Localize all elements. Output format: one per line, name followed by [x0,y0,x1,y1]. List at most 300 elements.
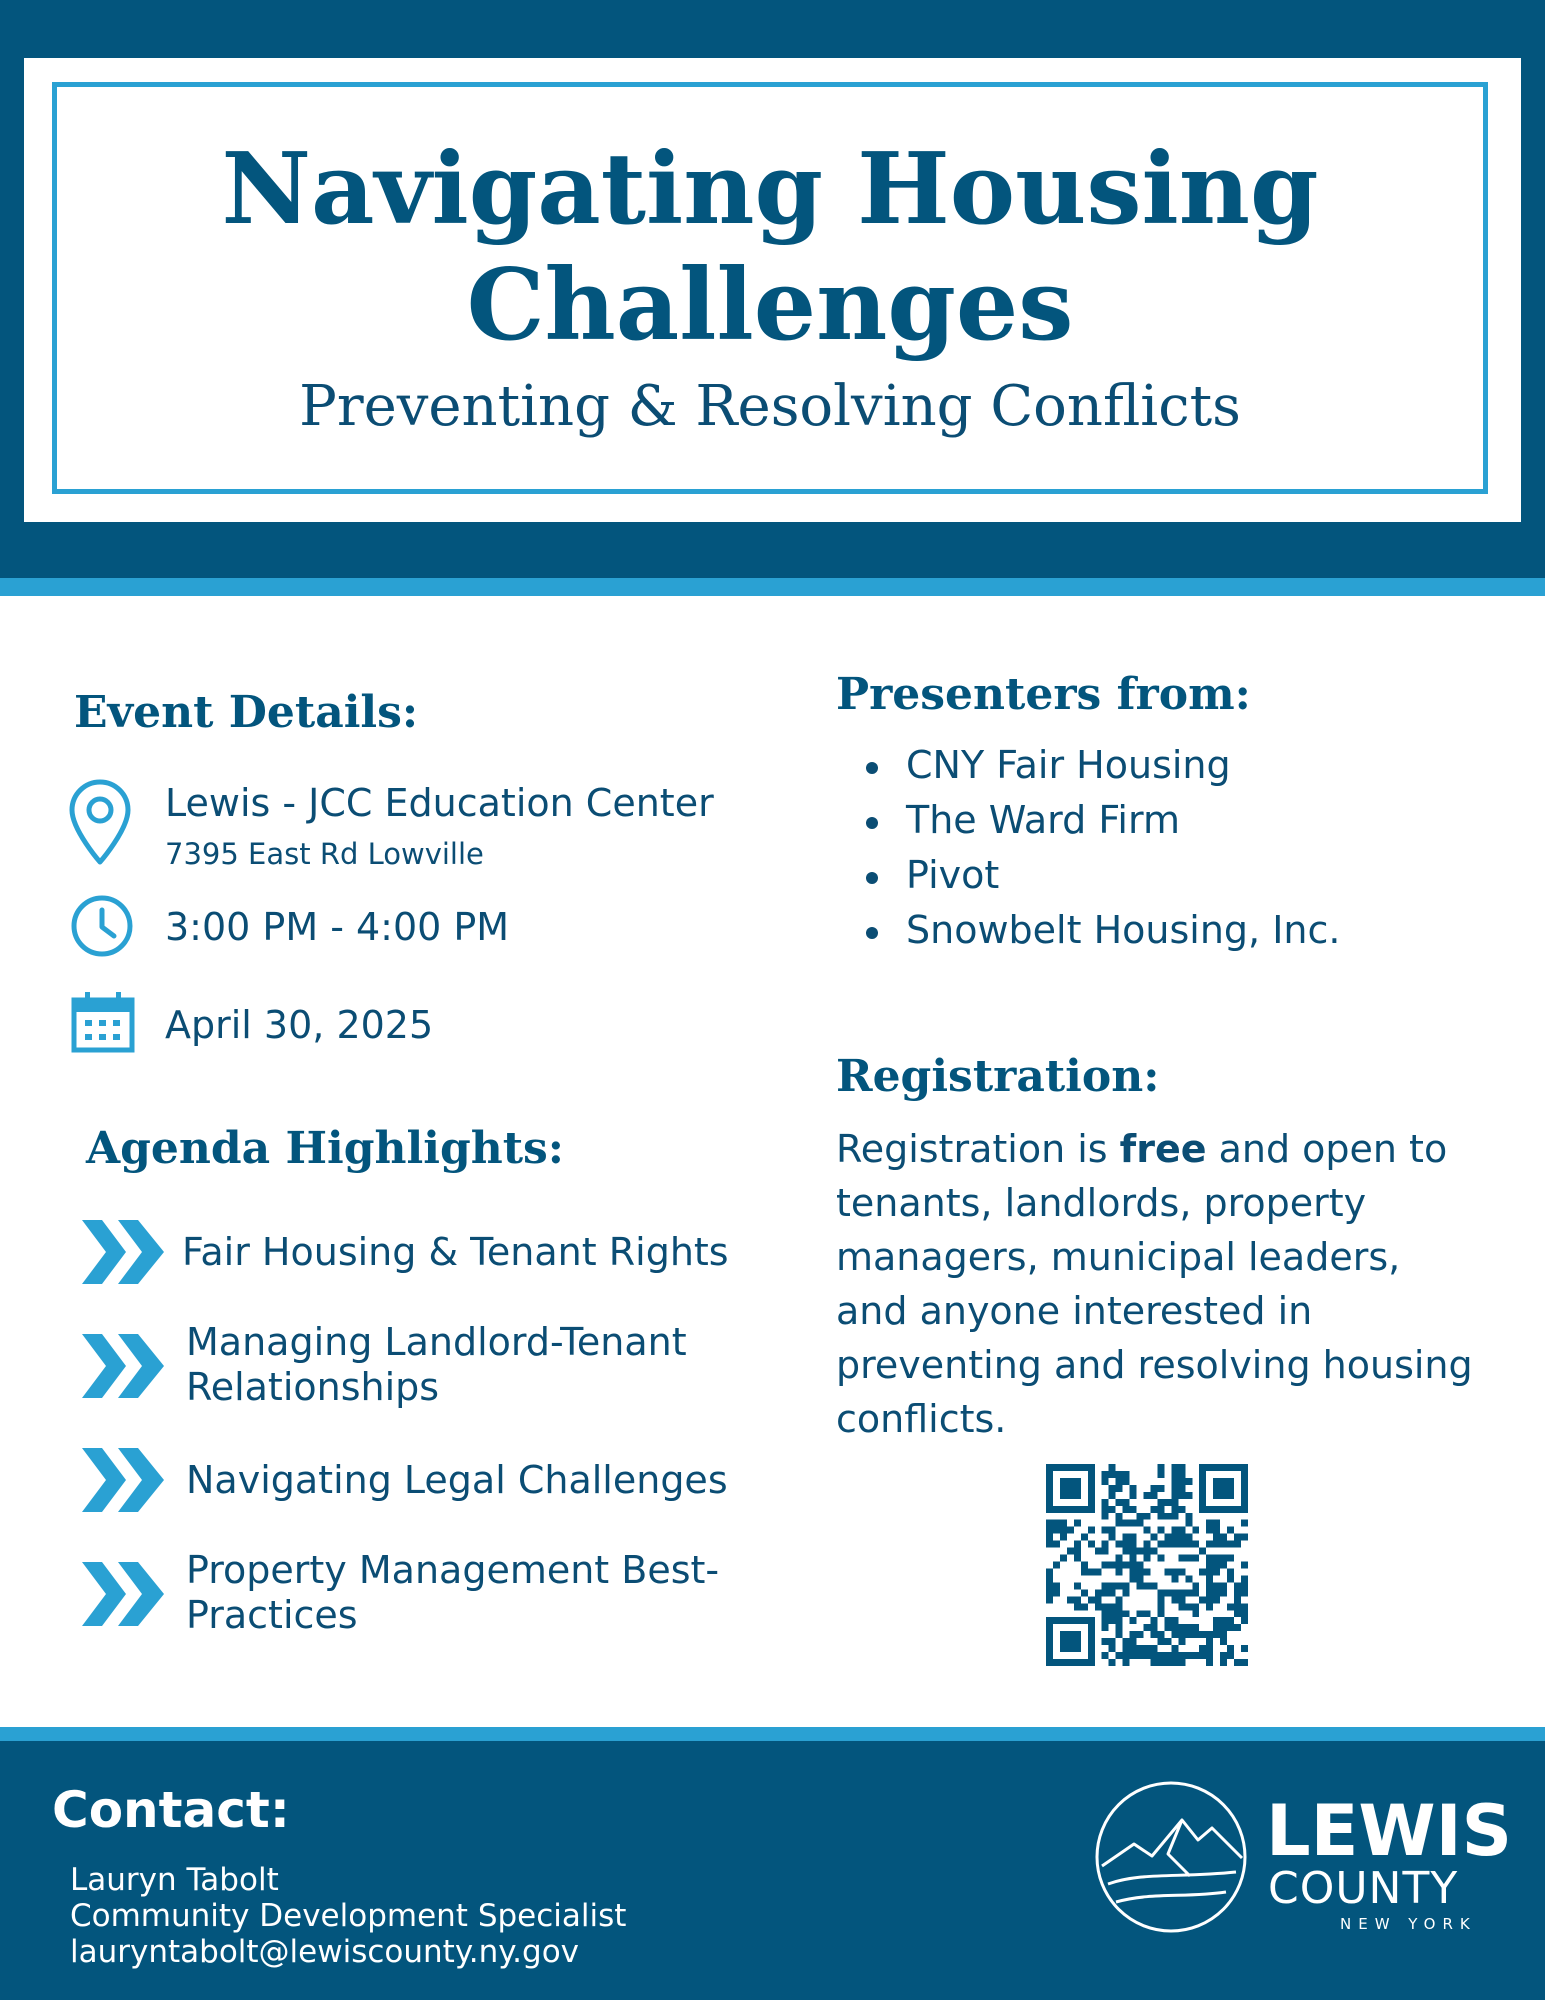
contact-email[interactable]: lauryntabolt@lewiscounty.ny.gov [70,1934,580,1970]
qr-module [1192,1527,1199,1534]
qr-module [1199,1548,1206,1555]
qr-module [1150,1645,1157,1652]
qr-module [1130,1492,1137,1499]
qr-module [1213,1582,1220,1589]
qr-module [1109,1589,1116,1596]
qr-module [1137,1568,1144,1575]
qr-module [1067,1645,1074,1652]
qr-module [1234,1610,1241,1617]
qr-module [1178,1464,1185,1471]
qr-module [1116,1478,1123,1485]
qr-module [1234,1464,1241,1471]
qr-module [1137,1652,1144,1659]
qr-module [1199,1492,1206,1499]
qr-module [1123,1589,1130,1596]
qr-module [1102,1513,1109,1520]
qr-module [1150,1548,1157,1555]
qr-module [1150,1534,1157,1541]
qr-module [1171,1596,1178,1603]
qr-module [1185,1624,1192,1631]
qr-module [1213,1562,1220,1569]
qr-module [1088,1506,1095,1513]
qr-module [1109,1464,1116,1471]
qr-module [1157,1659,1164,1666]
qr-module [1053,1520,1060,1527]
qr-module [1241,1485,1248,1492]
qr-module [1081,1534,1088,1541]
qr-module [1220,1638,1227,1645]
qr-module [1074,1506,1081,1513]
qr-module [1144,1492,1151,1499]
qr-module [1060,1659,1067,1666]
qr-module [1150,1631,1157,1638]
qr-module [1185,1541,1192,1548]
qr-module [1157,1652,1164,1659]
qr-module [1227,1464,1234,1471]
qr-module [1178,1555,1185,1562]
qr-module [1130,1520,1137,1527]
qr-module [1185,1652,1192,1659]
qr-module [1109,1471,1116,1478]
qr-module [1046,1485,1053,1492]
qr-module [1157,1603,1164,1610]
qr-module [1171,1541,1178,1548]
qr-module [1046,1492,1053,1499]
qr-module [1171,1513,1178,1520]
title-line-1: Navigating Housing [221,132,1319,247]
qr-module [1206,1589,1213,1596]
qr-module [1220,1478,1227,1485]
qr-module [1227,1568,1234,1575]
qr-module [1060,1492,1067,1499]
qr-module [1206,1638,1213,1645]
agenda-item-4: Property Management Best- Practices [186,1548,720,1637]
qr-module [1144,1541,1151,1548]
clock-icon [70,894,134,958]
footer-stripe [0,1727,1545,1741]
qr-module [1213,1589,1220,1596]
qr-module [1171,1568,1178,1575]
qr-module [1227,1603,1234,1610]
event-time: 3:00 PM - 4:00 PM [165,905,510,949]
qr-module [1109,1638,1116,1645]
qr-module [1199,1464,1206,1471]
qr-module [1157,1471,1164,1478]
qr-module [1234,1534,1241,1541]
qr-module [1220,1659,1227,1666]
qr-module [1241,1575,1248,1582]
qr-module [1102,1562,1109,1569]
qr-module [1178,1631,1185,1638]
qr-module [1067,1631,1074,1638]
qr-module [1206,1562,1213,1569]
qr-module [1241,1499,1248,1506]
qr-module [1234,1603,1241,1610]
qr-module [1220,1534,1227,1541]
qr-module [1178,1478,1185,1485]
qr-module [1185,1492,1192,1499]
list-item: The Ward Firm [858,793,1340,848]
qr-module [1206,1555,1213,1562]
qr-module [1074,1478,1081,1485]
qr-module [1185,1631,1192,1638]
qr-module [1074,1638,1081,1645]
qr-module [1067,1617,1074,1624]
title-line-2: Challenges [466,248,1074,363]
page-subtitle: Preventing & Resolving Conflicts [299,374,1241,439]
qr-module [1123,1478,1130,1485]
registration-emphasis: free [1119,1127,1207,1171]
qr-module [1102,1638,1109,1645]
qr-module [1074,1582,1081,1589]
qr-module [1150,1492,1157,1499]
qr-module [1088,1541,1095,1548]
qr-module [1220,1541,1227,1548]
qr-module [1060,1617,1067,1624]
qr-module [1220,1624,1227,1631]
qr-module [1109,1610,1116,1617]
qr-module [1088,1485,1095,1492]
qr-module [1088,1527,1095,1534]
qr-module [1157,1499,1164,1506]
qr-module [1171,1506,1178,1513]
qr-module [1046,1589,1053,1596]
qr-module [1102,1617,1109,1624]
qr-module [1164,1652,1171,1659]
qr-module [1130,1548,1137,1555]
qr-module [1192,1589,1199,1596]
qr-module [1206,1575,1213,1582]
qr-module [1213,1568,1220,1575]
qr-module [1095,1568,1102,1575]
qr-module [1206,1645,1213,1652]
qr-module [1220,1617,1227,1624]
event-date: April 30, 2025 [165,1003,434,1047]
qr-module [1220,1485,1227,1492]
qr-module [1241,1478,1248,1485]
qr-module [1192,1631,1199,1638]
qr-module [1046,1471,1053,1478]
qr-module [1074,1659,1081,1666]
qr-module [1088,1631,1095,1638]
qr-module [1227,1575,1234,1582]
qr-module [1116,1471,1123,1478]
qr-module [1137,1548,1144,1555]
qr-module [1157,1631,1164,1638]
qr-module [1116,1520,1123,1527]
qr-module [1178,1485,1185,1492]
qr-module [1241,1617,1248,1624]
qr-module [1213,1541,1220,1548]
logo-word-new-york: NEW YORK [1340,1915,1477,1933]
qr-module [1213,1631,1220,1638]
qr-module [1150,1506,1157,1513]
qr-module [1241,1645,1248,1652]
qr-module [1046,1624,1053,1631]
qr-module [1199,1471,1206,1478]
qr-module [1171,1659,1178,1666]
qr-module [1088,1596,1095,1603]
qr-module [1130,1575,1137,1582]
qr-module [1116,1513,1123,1520]
qr-module [1178,1527,1185,1534]
qr-module [1171,1527,1178,1534]
qr-module [1095,1548,1102,1555]
qr-module [1067,1492,1074,1499]
qr-module [1116,1624,1123,1631]
qr-module [1123,1582,1130,1589]
qr-module [1116,1582,1123,1589]
qr-module [1109,1603,1116,1610]
qr-module [1088,1492,1095,1499]
qr-module [1095,1589,1102,1596]
qr-module [1053,1464,1060,1471]
qr-module [1123,1659,1130,1666]
qr-module [1095,1603,1102,1610]
list-item: Pivot [858,848,1340,903]
qr-module [1213,1534,1220,1541]
qr-module [1046,1541,1053,1548]
qr-module [1213,1464,1220,1471]
qr-module [1157,1541,1164,1548]
qr-module [1164,1534,1171,1541]
qr-module [1046,1582,1053,1589]
qr-module [1116,1568,1123,1575]
qr-module [1123,1471,1130,1478]
venue-name: Lewis - JCC Education Center [165,781,714,825]
qr-module [1171,1492,1178,1499]
qr-module [1116,1541,1123,1548]
qr-module [1220,1506,1227,1513]
qr-module [1074,1555,1081,1562]
qr-module [1150,1617,1157,1624]
qr-module [1157,1527,1164,1534]
qr-module [1144,1527,1151,1534]
qr-module [1137,1645,1144,1652]
qr-module [1088,1659,1095,1666]
qr-module [1123,1520,1130,1527]
qr-module [1178,1603,1185,1610]
qr-module [1116,1499,1123,1506]
qr-module [1199,1631,1206,1638]
qr-module [1206,1582,1213,1589]
qr-module [1130,1631,1137,1638]
qr-module [1109,1534,1116,1541]
qr-module [1074,1617,1081,1624]
qr-module [1213,1478,1220,1485]
qr-module [1088,1652,1095,1659]
qr-module [1185,1603,1192,1610]
qr-module [1178,1534,1185,1541]
qr-module [1234,1624,1241,1631]
qr-module [1227,1478,1234,1485]
qr-module [1171,1617,1178,1624]
qr-code-icon[interactable] [1046,1464,1248,1666]
qr-module [1227,1652,1234,1659]
qr-module [1164,1499,1171,1506]
qr-module [1171,1471,1178,1478]
list-item: Snowbelt Housing, Inc. [858,903,1340,958]
qr-module [1081,1603,1088,1610]
qr-module [1178,1589,1185,1596]
qr-module [1241,1603,1248,1610]
presenters-heading: Presenters from: [836,669,1251,720]
qr-module [1074,1603,1081,1610]
qr-module [1102,1527,1109,1534]
qr-module [1220,1492,1227,1499]
qr-module [1088,1624,1095,1631]
qr-module [1164,1624,1171,1631]
qr-module [1171,1464,1178,1471]
qr-module [1227,1541,1234,1548]
qr-module [1227,1555,1234,1562]
qr-module [1081,1617,1088,1624]
qr-module [1178,1568,1185,1575]
qr-module [1046,1464,1053,1471]
qr-module [1164,1568,1171,1575]
qr-module [1144,1624,1151,1631]
chevrons-right-icon [80,1446,166,1514]
qr-module [1046,1499,1053,1506]
qr-module [1144,1568,1151,1575]
qr-module [1088,1464,1095,1471]
qr-module [1081,1568,1088,1575]
qr-module [1234,1541,1241,1548]
qr-module [1130,1506,1137,1513]
qr-module [1171,1534,1178,1541]
qr-module [1234,1589,1241,1596]
qr-module [1116,1596,1123,1603]
agenda-item-3: Navigating Legal Challenges [186,1458,728,1502]
qr-module [1206,1568,1213,1575]
qr-module [1102,1478,1109,1485]
qr-module [1081,1659,1088,1666]
qr-module [1102,1589,1109,1596]
qr-module [1123,1541,1130,1548]
calendar-icon [70,990,136,1054]
qr-module [1164,1659,1171,1666]
qr-module [1185,1513,1192,1520]
chevrons-right-icon [80,1560,166,1628]
qr-module [1074,1631,1081,1638]
qr-module [1067,1506,1074,1513]
presenters-list [858,738,1340,958]
qr-module [1067,1659,1074,1666]
qr-module [1116,1603,1123,1610]
qr-module [1130,1534,1137,1541]
qr-module [1150,1652,1157,1659]
qr-module [1164,1513,1171,1520]
qr-module [1123,1548,1130,1555]
qr-module [1192,1555,1199,1562]
qr-module [1088,1478,1095,1485]
qr-module [1130,1645,1137,1652]
contact-heading: Contact: [52,1781,290,1839]
qr-module [1046,1638,1053,1645]
qr-module [1074,1492,1081,1499]
qr-module [1053,1527,1060,1534]
qr-module [1213,1492,1220,1499]
qr-module [1199,1506,1206,1513]
qr-module [1157,1506,1164,1513]
qr-module [1053,1617,1060,1624]
qr-module [1060,1631,1067,1638]
qr-module [1171,1645,1178,1652]
qr-module [1178,1506,1185,1513]
qr-module [1046,1527,1053,1534]
qr-module [1199,1596,1206,1603]
qr-module [1102,1471,1109,1478]
qr-module [1171,1589,1178,1596]
qr-module [1220,1562,1227,1569]
qr-module [1144,1610,1151,1617]
qr-module [1130,1568,1137,1575]
qr-module [1137,1631,1144,1638]
qr-module [1046,1534,1053,1541]
location-pin-icon [66,778,134,866]
qr-module [1157,1610,1164,1617]
qr-module [1157,1485,1164,1492]
qr-module [1157,1638,1164,1645]
qr-module [1067,1596,1074,1603]
qr-module [1053,1506,1060,1513]
qr-module [1053,1659,1060,1666]
qr-module [1241,1471,1248,1478]
qr-module [1241,1492,1248,1499]
qr-module [1123,1506,1130,1513]
qr-module [1171,1652,1178,1659]
qr-module [1199,1568,1206,1575]
qr-module [1060,1645,1067,1652]
qr-module [1109,1527,1116,1534]
qr-module [1241,1659,1248,1666]
qr-module [1241,1464,1248,1471]
qr-module [1227,1645,1234,1652]
qr-module [1178,1471,1185,1478]
qr-module [1060,1506,1067,1513]
qr-module [1213,1520,1220,1527]
qr-module [1109,1485,1116,1492]
qr-module [1192,1610,1199,1617]
qr-module [1199,1478,1206,1485]
qr-module [1150,1582,1157,1589]
qr-module [1046,1568,1053,1575]
qr-module [1116,1555,1123,1562]
qr-module [1171,1631,1178,1638]
qr-module [1185,1589,1192,1596]
qr-module [1102,1603,1109,1610]
qr-module [1095,1596,1102,1603]
qr-module [1046,1659,1053,1666]
qr-module [1067,1527,1074,1534]
qr-module [1220,1589,1227,1596]
contact-name: Lauryn Tabolt [70,1862,279,1898]
qr-module [1213,1485,1220,1492]
qr-module [1130,1652,1137,1659]
qr-module [1213,1527,1220,1534]
qr-module [1109,1506,1116,1513]
qr-module [1157,1513,1164,1520]
list-item: CNY Fair Housing [858,738,1340,793]
qr-module [1130,1541,1137,1548]
qr-module [1109,1617,1116,1624]
qr-module [1067,1478,1074,1485]
qr-module [1234,1596,1241,1603]
agenda-heading: Agenda Highlights: [86,1123,565,1174]
qr-module [1185,1520,1192,1527]
qr-module [1053,1562,1060,1569]
qr-module [1185,1575,1192,1582]
